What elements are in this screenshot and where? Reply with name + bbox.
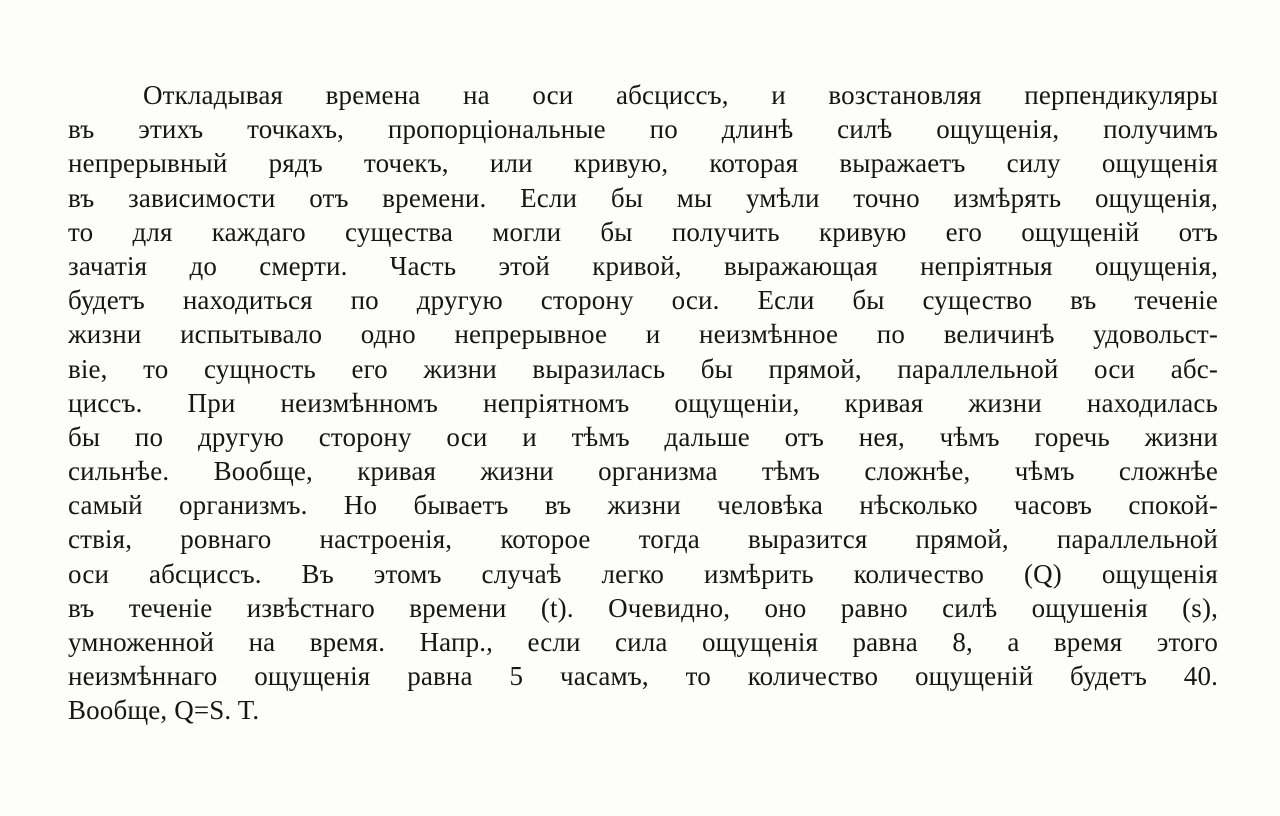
text-line-8: жизни испытывало одно непрерывное и неизмѣнное по величинѣ удовольст-	[68, 319, 1218, 350]
text-line-17: умноженной на время. Напр., если сила ощущенія равна 8, а время этого	[68, 627, 1218, 657]
text-line-18: неизмѣннаго ощущенія равна 5 часамъ, то количество ощущеній будетъ 40.	[68, 661, 1218, 692]
text-line-6: зачатія до смерти. Часть этой кривой, выражающая непріятныя ощущенія,	[68, 250, 1218, 281]
text-line-9: віе, то сущность его жизни выразилась бы прямой, параллельной оси абс-	[68, 353, 1218, 384]
text-line-5: то для каждаго существа могли бы получить кривую его ощущеній отъ	[68, 216, 1218, 247]
text-line-11: бы по другую сторону оси и тѣмъ дальше отъ нея, чѣмъ горечь жизни	[68, 421, 1218, 452]
text-line-1: Откладывая времена на оси абсциссъ, и возстановляя перпендикуляры	[143, 80, 1218, 110]
text-line-2: въ этихъ точкахъ, пропорціональные по длинѣ силѣ ощущенія, получимъ	[68, 114, 1218, 145]
text-line-16: въ теченіе извѣстнаго времени (t). Очевидно, оно равно силѣ ощушенія (s),	[68, 592, 1218, 623]
text-line-3: непрерывный рядъ точекъ, или кривую, которая выражаетъ силу ощущенія	[68, 148, 1218, 179]
text-line-12: сильнѣе. Вообще, кривая жизни организма тѣмъ сложнѣе, чѣмъ сложнѣе	[68, 456, 1218, 487]
text-line-19: Вообще, Q=S. T.	[68, 695, 260, 726]
text-line-7: будетъ находиться по другую сторону оси. Если бы существо въ теченіе	[68, 285, 1218, 316]
text-line-15: оси абсциссъ. Въ этомъ случаѣ легко измѣрить количество (Q) ощущенія	[68, 558, 1218, 589]
paragraph	[68, 78, 1218, 728]
text-line-14: ствія, ровнаго настроенія, которое тогда выразится прямой, параллельной	[68, 524, 1218, 555]
text-line-10: циссъ. При неизмѣнномъ непріятномъ ощущеніи, кривая жизни находилась	[68, 387, 1218, 418]
text-line-4: въ зависимости отъ времени. Если бы мы умѣли точно измѣрять ощущенія,	[68, 182, 1218, 213]
text-line-13: самый организмъ. Но бываетъ въ жизни человѣка нѣсколько часовъ спокой-	[68, 490, 1218, 521]
